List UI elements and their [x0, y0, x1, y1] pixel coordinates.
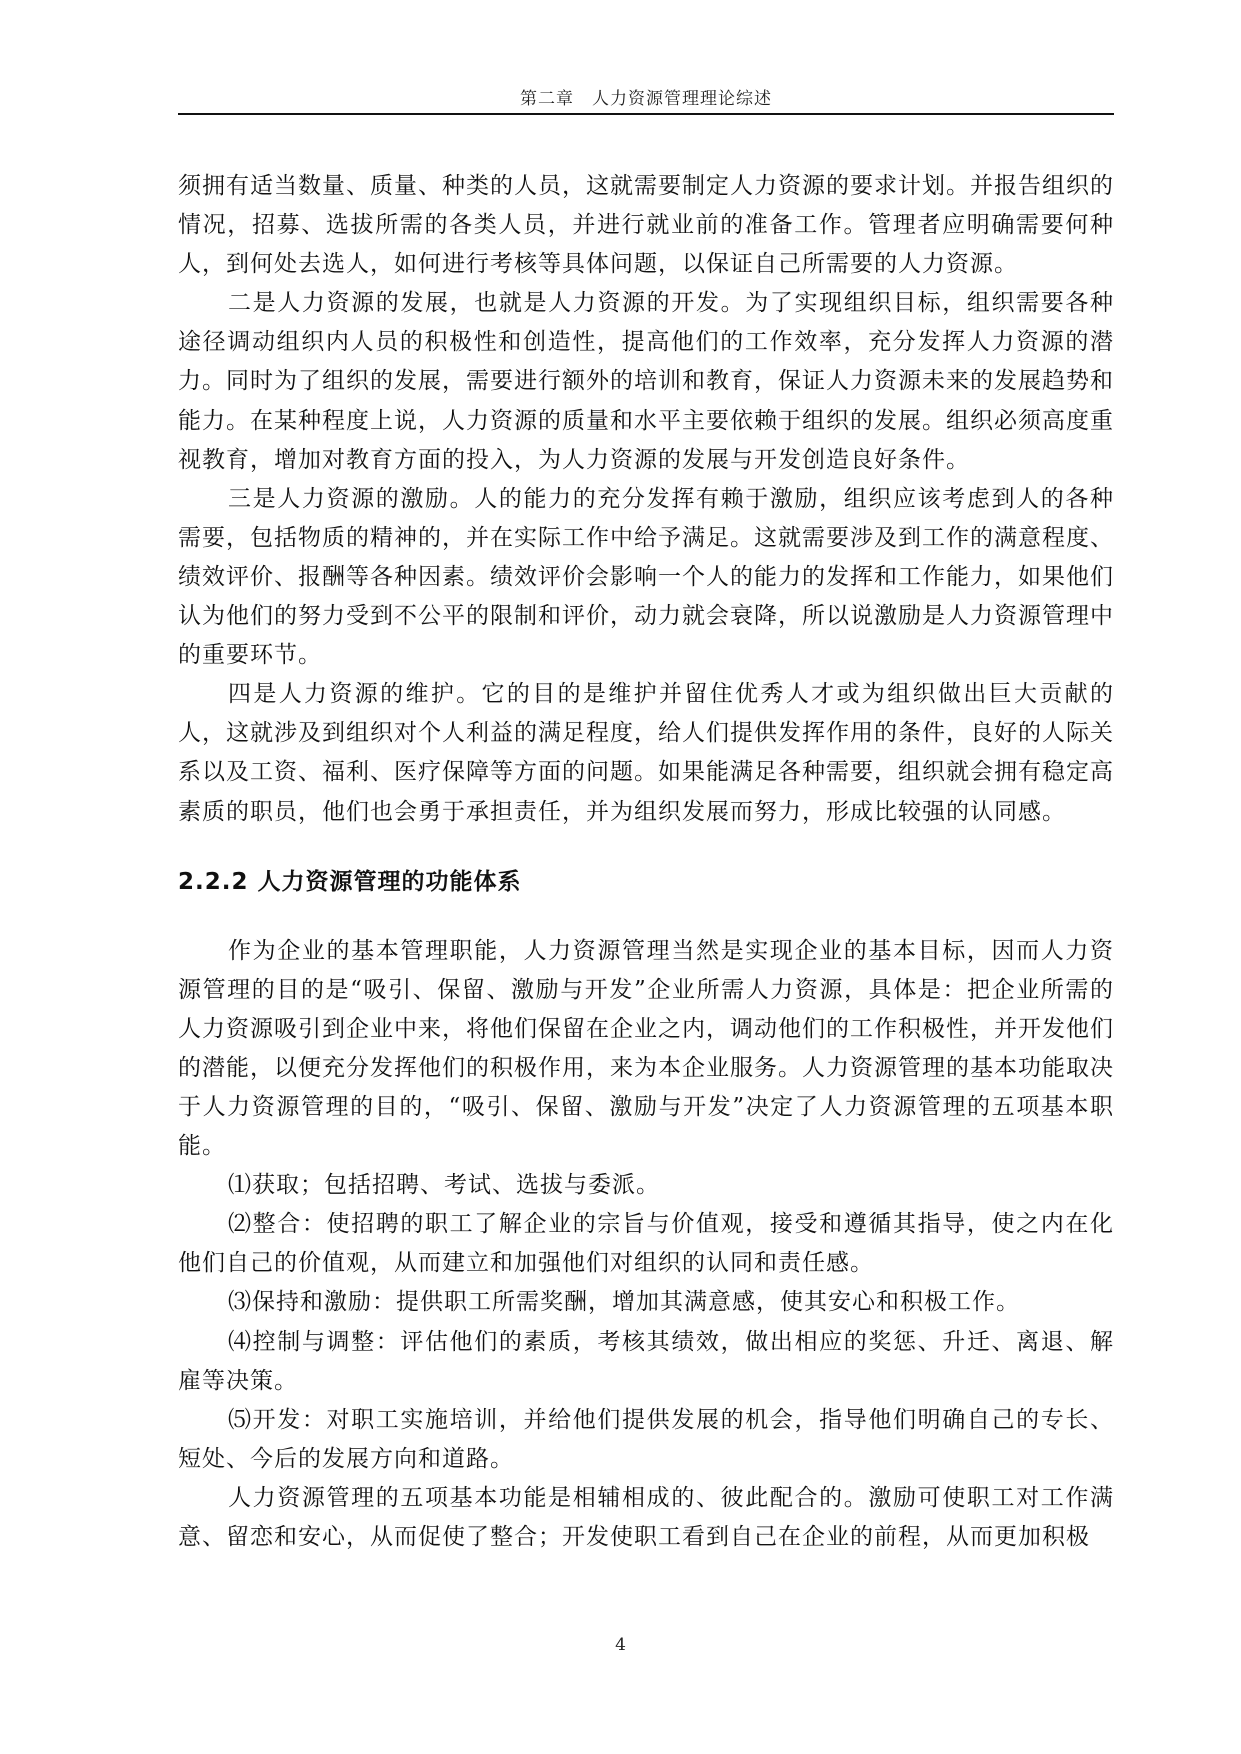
document-body [178, 167, 1114, 1557]
list-item-retention: ⑶保持和激励：提供职工所需奖酬，增加其满意感，使其安心和积极工作。 [228, 1289, 1020, 1316]
running-header: 第二章 人力资源管理理论综述 [520, 89, 772, 109]
paragraph-function-intro: 作为企业的基本管理职能，人力资源管理当然是实现企业的基本目标，因而人力资源管理的目的是“吸引、保留、激励与开发”企业所需人力资源，具体是：把企业所需的人力资源吸引到企业中来，将他们保留在企业之内，调动他们的工作积极性，并开发他们的潜能，以便充分发挥他们的积极作用，来为本企业服务。人力资源管理的基本功能取决于人力资源管理的目的，“吸引、保留、激励与开发”决定了人力资源管理的五项基本职能。 [178, 937, 1114, 1160]
paragraph-continued: 须拥有适当数量、质量、种类的人员，这就需要制定人力资源的要求计划。并报告组织的情况，招募、选拔所需的各类人员，并进行就业前的准备工作。管理者应明确需要何种人，到何处去选人，如何进行考核等具体问题，以保证自己所需要的人力资源。 [178, 173, 1114, 278]
paragraph-hr-maintenance: 四是人力资源的维护。它的目的是维护并留住优秀人才或为组织做出巨大贡献的人，这就涉及到组织对个人利益的满足程度，给人们提供发挥作用的条件，良好的人际关系以及工资、福利、医疗保障等方面的问题。如果能满足各种需要，组织就会拥有稳定高素质的职员，他们也会勇于承担责任，并为组织发展而努力，形成比较强的认同感。 [178, 681, 1114, 825]
header-rule [178, 113, 1114, 115]
paragraph-functions-summary: 人力资源管理的五项基本功能是相辅相成的、彼此配合的。激励可使职工对工作满意、留恋和安心，从而促使了整合；开发使职工看到自己在企业的前程，从而更加积极 [178, 1484, 1114, 1550]
section-heading: 2.2.2 人力资源管理的功能体系 [178, 868, 522, 895]
list-item-integration: ⑵整合：使招聘的职工了解企业的宗旨与价值观，接受和遵循其指导，使之内在化他们自己的价值观，从而建立和加强他们对组织的认同和责任感。 [178, 1211, 1114, 1277]
page-number: 4 [615, 1635, 626, 1655]
list-item-acquisition: ⑴获取；包括招聘、考试、选拔与委派。 [228, 1172, 660, 1199]
list-item-control: ⑷控制与调整：评估他们的素质，考核其绩效，做出相应的奖惩、升迁、离退、解雇等决策。 [178, 1328, 1114, 1394]
list-item-development: ⑸开发：对职工实施培训，并给他们提供发展的机会，指导他们明确自己的专长、短处、今后的发展方向和道路。 [178, 1406, 1114, 1472]
paragraph-hr-development: 二是人力资源的发展，也就是人力资源的开发。为了实现组织目标，组织需要各种途径调动组织内人员的积极性和创造性，提高他们的工作效率，充分发挥人力资源的潜力。同时为了组织的发展，需要进行额外的培训和教育，保证人力资源未来的发展趋势和能力。在某种程度上说，人力资源的质量和水平主要依赖于组织的发展。组织必须高度重视教育，增加对教育方面的投入，为人力资源的发展与开发创造良好条件。 [178, 290, 1114, 473]
paragraph-hr-motivation: 三是人力资源的激励。人的能力的充分发挥有赖于激励，组织应该考虑到人的各种需要，包括物质的精神的，并在实际工作中给予满足。这就需要涉及到工作的满意程度、绩效评价、报酬等各种因素。绩效评价会影响一个人的能力的发挥和工作能力，如果他们认为他们的努力受到不公平的限制和评价，动力就会衰降，所以说激励是人力资源管理中的重要环节。 [178, 485, 1114, 669]
